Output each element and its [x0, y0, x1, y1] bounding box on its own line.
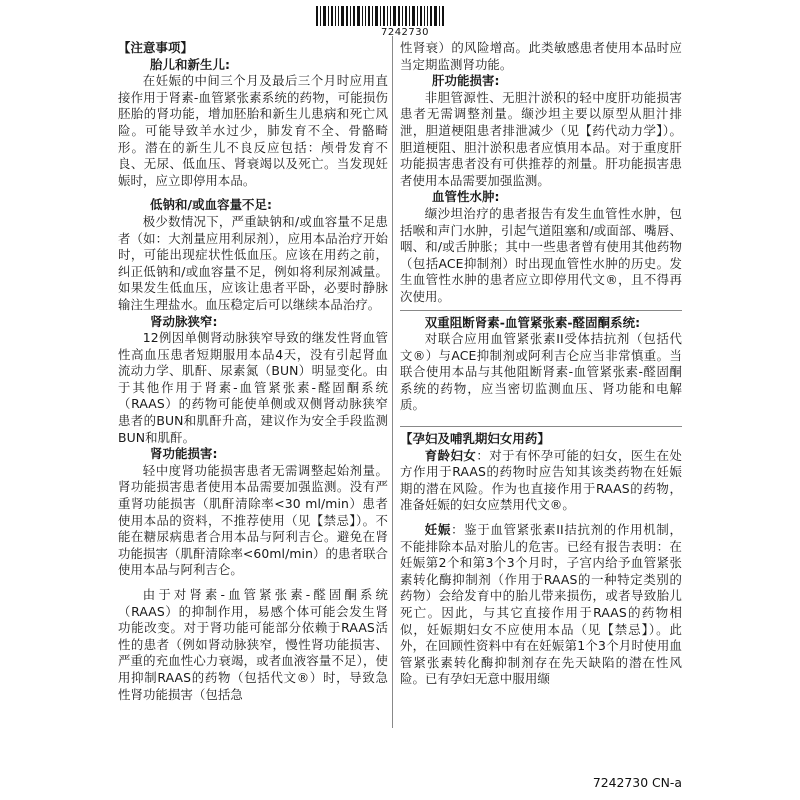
divider	[400, 426, 682, 427]
dual-blockade-body: 对联合应用血管紧张素II受体拮抗剂（包括代文®）与ACE抑制剂或阿利吉仑应当非常慎重。当联合使用本品与其他阻断肾素-血管紧张素-醛固酮系统的药物，应当密切监测血压、肾功能和电解质。	[400, 331, 682, 413]
childbearing-label: 育龄妇女	[424, 447, 477, 463]
divider	[400, 310, 682, 311]
stenosis-heading: 肾动脉狭窄:	[150, 313, 218, 329]
barcode-number: 7242730	[380, 27, 430, 38]
childbearing-body: ：对于有怀孕可能的妇女，医生在处方作用于RAAS的药物时应告知其该类药物在妊娠期的潜在风险。作为也直接作用于RAAS的药物，准备妊娠的妇女应禁用代文®。	[400, 447, 682, 513]
renal-body-1: 轻中度肾功能损害患者无需调整起始剂量。肾功能损害患者使用本品需要加强监测。没有严重肾功能损害（肌酐清除率<30 ml/min）患者使用本品的资料，不推荐使用（见【禁忌】）。不能在糖尿病患者合用本品与阿利吉仑。避免在肾功能损害（肌酐清除率<60ml/min）的患者联合使用本品与阿利吉仑。	[118, 462, 388, 578]
hyponatremia-heading: 低钠和/或血容量不足:	[150, 197, 273, 213]
footer-code: 7242730 CN-a	[592, 775, 682, 790]
hyponatremia-body: 极少数情况下，严重缺钠和/或血容量不足患者（如：大剂量应用利尿剂），应用本品治疗开始时，可能出现症状性低血压。应该在用药之前，纠正低钠和/或血容量不足，例如将利尿剂减量。如果发生低血压，应该让患者平卧，必要时静脉输注生理盐水。血压稳定后可以继续本品治疗。	[118, 213, 388, 312]
renal-body-2: 由于对肾素-血管紧张素-醛固酮系统（RAAS）的抑制作用，易感个体可能会发生肾功能改变。对于肾功能可能部分依赖于RAAS活性的患者（例如肾动脉狭窄，慢性肾功能损害、严重的充血性心力衰竭，或者血液容量不足），使用抑制RAAS的药物（包括代文®）时，导致急性肾功能损害（包括急	[118, 587, 388, 702]
dual-blockade-heading: 双重阻断肾素-血管紧张素-醛固酮系统:	[424, 314, 641, 330]
renal-heading: 肾功能损害:	[150, 446, 218, 462]
edema-heading: 血管性水肿:	[432, 189, 500, 205]
stenosis-body: 12例因单侧肾动脉狭窄导致的继发性肾血管性高血压患者短期服用本品4天，没有引起肾血流动力学、肌酐、尿素氮（BUN）明显变化。由于其他作用于肾素-血管紧张素-醛固酮系统（RAAS）的药物可能使单侧或双侧肾动脉狭窄患者的BUN和肌酐升高，建议作为安全手段监测BUN和肌酐。	[118, 330, 388, 445]
pregnancy-label: 妊娠	[424, 522, 452, 538]
pregnancy-section-heading: 【孕妇及哺乳期妇女用药】	[400, 431, 550, 447]
fetus-body: 在妊娠的中间三个月及最后三个月时应用直接作用于肾素-血管紧张素系统的药物，可能损伤胚胎的肾功能，增加胚胎和新生儿患病和死亡风险。可能导致羊水过少，肺发育不全、骨骼畸形。潜在的新生儿不良反应包括：颅骨发育不良、无尿、低血压、肾衰竭以及死亡。当发现妊娠时，应立即停用本品。	[118, 73, 388, 188]
renal-continuation: 性肾衰）的风险增高。此类敏感患者使用本品时应当定期监测肾功能。	[400, 40, 682, 72]
liver-body: 非胆管源性、无胆汁淤积的轻中度肝功能损害患者无需调整剂量。缬沙坦主要以原型从胆汁排泄，胆道梗阻患者排泄减少（见【药代动力学】）。胆道梗阻、胆汁淤积患者应慎用本品。对于重度肝功能损害患者没有可供推荐的剂量。肝功能损害患者使用本品需要加强监测。	[400, 89, 682, 188]
right-column	[400, 40, 682, 688]
precautions-heading: 【注意事项】	[118, 40, 193, 55]
edema-body: 缬沙坦治疗的患者报告有发生血管性水肿，包括喉和声门水肿，引起气道阻塞和/或面部、嘴唇、咽、和/或舌肿胀；其中一些患者曾有使用其他药物（包括ACE抑制剂）时出现血管性水肿的历史。发生血管性水肿的患者应立即停用代文®，且不得再次使用。	[400, 205, 682, 304]
pregnancy-paragraph	[400, 522, 682, 688]
childbearing-paragraph	[400, 448, 682, 514]
left-column	[118, 40, 388, 703]
liver-heading: 肝功能损害:	[432, 73, 500, 89]
pregnancy-body: ：鉴于血管紧张素II拮抗剂的作用机制，不能排除本品对胎儿的危害。已经有报告表明：在妊娠第2个和第3个3个月时，子宫内给予血管紧张素转化酶抑制剂（作用于RAAS的一种特定类别的药物）会给发育中的胎儿带来损伤，或者导致胎儿死亡。因此，与其它直接作用于RAAS的药物相似，妊娠期妇女不应使用本品（见【禁忌】）。此外，在回顾性资料中有在妊娠第1个3个月时使用血管紧张素转化酶抑制剂存在先天缺陷的潜在性风险。已有孕妇无意中服用缬	[400, 522, 683, 687]
barcode	[316, 6, 488, 26]
fetus-heading: 胎儿和新生儿:	[150, 56, 230, 72]
